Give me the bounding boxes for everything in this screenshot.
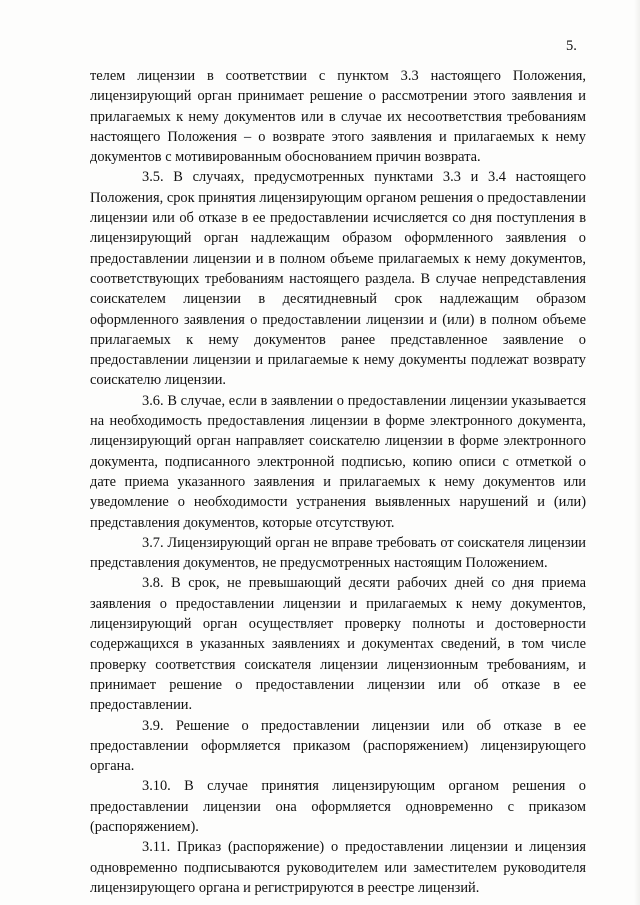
paragraph-3-5: 3.5. В случаях, предусмотренных пунктами 3.3 и 3.4 настоящего Положения, срок принятия лицензирующим органом решения о предоставлении лицензии или об отказе в ее предоставлении исчисляется со дня поступления в лицензирующий орган надлежащим образом оформленного заявления о предоставлении лицензии и в полном объеме прилагаемых к нему документов, соответствующих требованиям настоящего раздела. В случае непредставления соискателем лицензии в десятидневный срок надлежащим образом оформленного заявления о предоставлении лицензии и (или) в полном объеме прилагаемых к нему документов ранее представленное заявление о предоставлении лицензии и прилагаемые к нему документы подлежат возврату соискателю лицензии. — [90, 169, 586, 389]
paragraph-continuation: телем лицензии в соответствии с пунктом 3.3 настоящего Положения, лицензирующий орган принимает решение о рассмотрении этого заявления и прилагаемых к нему документов или в случае их несоответствия требованиям настоящего Положения – о возврате этого заявления и прилагаемых к нему документов с мотивированным обоснованием причин возврата. — [90, 68, 586, 166]
paragraph-3-11: 3.11. Приказ (распоряжение) о предоставлении лицензии и лицензия одновременно подписываются руководителем или заместителем руководителя лицензирующего органа и регистрируются в реестре лицензий. — [90, 839, 586, 896]
paragraph-3-10: 3.10. В случае принятия лицензирующим органом решения о предоставлении лицензии она оформляется одновременно с приказом (распоряжением). — [90, 778, 586, 835]
paragraph-3-9: 3.9. Решение о предоставлении лицензии или об отказе в ее предоставлении оформляется приказом (распоряжением) лицензирующего органа. — [90, 717, 586, 775]
paragraph-3-7: 3.7. Лицензирующий орган не вправе требовать от соискателя лицензии представления документов, не предусмотренных настоящим Положением. — [90, 534, 586, 572]
document-body — [90, 66, 586, 898]
page-number: 5. — [566, 38, 577, 54]
paragraph-3-6: 3.6. В случае, если в заявлении о предоставлении лицензии указывается на необходимость предоставления лицензии в форме электронного документа, лицензирующий орган направляет соискателю лицензии в форме электронного документа, подписанного электронной подписью, копию описи с отметкой о дате приема указанного заявления и прилагаемых к нему документов или уведомление о необходимости устранения выявленных нарушений и (или) представления документов, которые отсутствуют. — [90, 392, 586, 531]
paragraph-3-8: 3.8. В срок, не превышающий десяти рабочих дней со дня приема заявления о предоставлении лицензии и прилагаемых к нему документов, лицензирующий орган осуществляет проверку полноты и достоверности содержащихся в указанных заявлениях и документах сведений, в том числе проверку соответствия соискателя лицензии лицензионным требованиям, и принимает решение о предоставлении лицензии или об отказе в ее предоставлении. — [90, 575, 586, 714]
scan-edge-shadow — [634, 0, 640, 905]
